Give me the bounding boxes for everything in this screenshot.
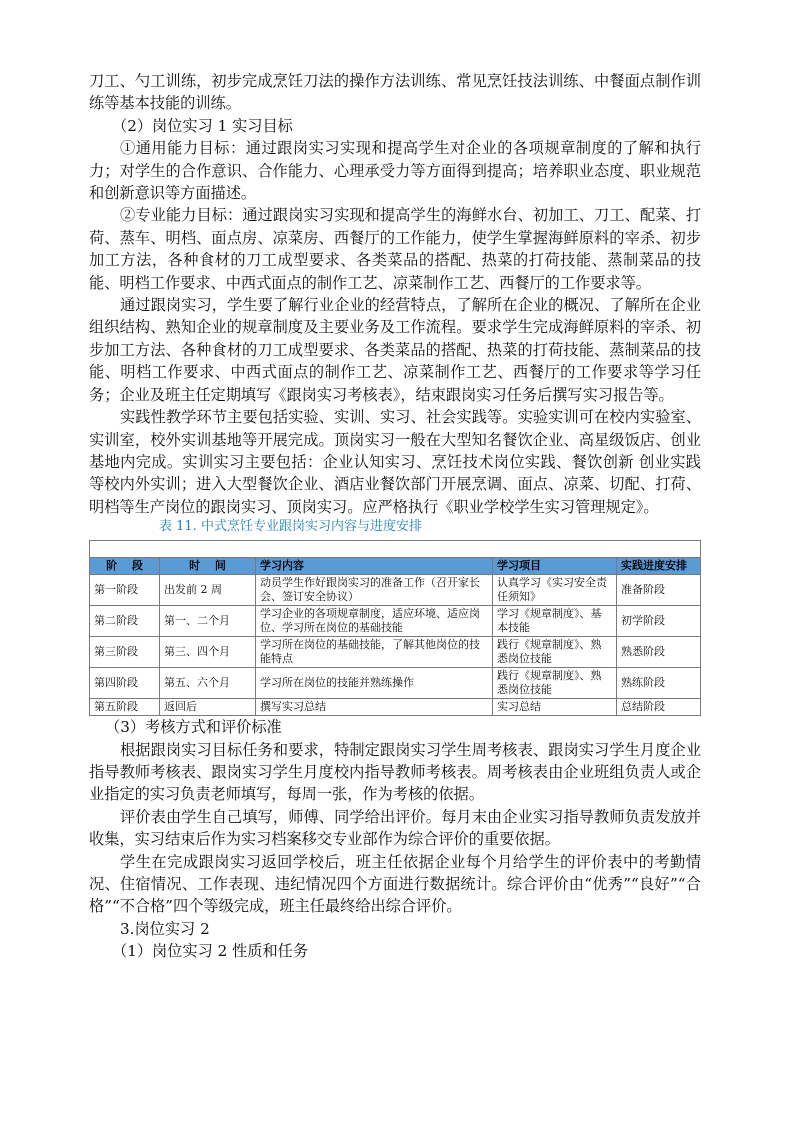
cell-stage: 第四阶段 [90, 668, 160, 699]
cell-time: 第三、四个月 [160, 637, 256, 668]
cell-project: 践行《规章制度》、熟悉岗位技能 [493, 668, 617, 699]
paragraph-internship-requirements: 通过跟岗实习，学生要了解行业企业的经营特点，了解所在企业的概况、了解所在企业组织结构、熟知企业的规章制度及主要业务及工作流程。要求学生完成海鲜原料的宰杀、初步加工方法、各种食材的刀工成型要求、各类菜品的搭配、热菜的打荷技能、蒸制菜品的技能、明档工作要求、中西式面点的制作工艺、凉菜制作工艺、西餐厅的工作要求等学习任务；企业及班主任定期填写《跟岗实习考核表》，结束跟岗实习任务后撰写实习报告等。 [89, 296, 701, 404]
paragraph-practice-teaching: 实践性教学环节主要包括实验、实训、实习、社会实践等。实验实训可在校内实验室、实训室，校外实训基地等开展完成。顶岗实习一般在大型知名餐饮企业、高星级饭店、创业基地内完成。实训实习主要包括：企业认知实习、烹饪技术岗位实践、餐饮创新 创业实践等校内外实训；进入大型餐饮企业、酒店业餐饮部门开展烹调、面点、凉菜、切配、打荷、明档等生产岗位的跟岗实习、顶岗实习。应严格执行《职业学校学生实习管理规定》。 [89, 408, 701, 516]
table-row [90, 699, 701, 716]
header-content: 学习内容 [256, 558, 493, 575]
header-progress: 实践进度安排 [617, 558, 701, 575]
paragraph-general-ability: ①通用能力目标：通过跟岗实习实现和提高学生对企业的各项规章制度的了解和执行力；对学生的合作意识、合作能力、心理承受力等方面得到提高；培养职业态度、职业规范和创新意识等方面描述。 [89, 139, 701, 203]
schedule-table [89, 540, 701, 716]
cell-project: 学习《规章制度》、基本技能 [493, 606, 617, 637]
header-stage: 阶 段 [90, 558, 160, 575]
paragraph-professional-ability: ②专业能力目标：通过跟岗实习实现和提高学生的海鲜水台、初加工、刀工、配菜、打荷、蒸车、明档、面点房、凉菜房、西餐厅的工作能力，使学生掌握海鲜原料的宰杀、初步加工方法，各种食材的刀工成型要求、各类菜品的搭配、热菜的打荷技能、蒸制菜品的技能、明档工作要求、中西式面点的制作工艺、凉菜制作工艺、西餐厅的工作要求等。 [89, 206, 701, 292]
cell-content: 学习企业的各项规章制度，适应环境、适应岗位、学习所在岗位的基础技能 [256, 606, 493, 637]
cell-stage: 第一阶段 [90, 575, 160, 606]
cell-project: 实习总结 [493, 699, 617, 716]
table-blank-row [90, 541, 701, 558]
cell-project: 践行《规章制度》、熟悉岗位技能 [493, 637, 617, 668]
paragraph-evaluation-form: 评价表由学生自己填写，师傅、同学给出评价。每月末由企业实习指导教师负责发放并收集，实习结束后作为实习档案移交专业部作为综合评价的重要依据。 [89, 807, 701, 849]
cell-progress: 熟悉阶段 [617, 637, 701, 668]
document-page [89, 70, 701, 963]
cell-progress: 熟练阶段 [617, 668, 701, 699]
table-row [90, 637, 701, 668]
cell-time: 第五、六个月 [160, 668, 256, 699]
paragraph-assessment-forms: 根据跟岗实习目标任务和要求，特制定跟岗实习学生周考核表、跟岗实习学生月度企业指导教师考核表、跟岗实习学生月度校内指导教师考核表。周考核表由企业班组负责人或企业指定的实习负责老师填写，每周一张，作为考核的依据。 [89, 740, 701, 804]
cell-project: 认真学习《实习安全责任须知》 [493, 575, 617, 606]
cell-time: 出发前 2 周 [160, 575, 256, 606]
header-project: 学习项目 [493, 558, 617, 575]
cell-stage: 第三阶段 [90, 637, 160, 668]
table-row [90, 575, 701, 606]
table-row [90, 606, 701, 637]
table-row [90, 668, 701, 699]
cell-stage: 第五阶段 [90, 699, 160, 716]
paragraph-training: 刀工、勺工训练，初步完成烹饪刀法的操作方法训练、常见烹饪技法训练、中餐面点制作训练等基本技能的训练。 [89, 72, 701, 113]
paragraph-comprehensive-evaluation: 学生在完成跟岗实习返回学校后，班主任依据企业每个月给学生的评价表中的考勤情况、住宿情况、工作表现、违纪情况四个方面进行数据统计。综合评价由“优秀”“良好”“合格”“不合格”四个等级完成，班主任最终给出综合评价。 [89, 852, 701, 916]
heading-assessment: （3）考核方式和评价标准 [105, 718, 282, 737]
cell-time: 第一、二个月 [160, 606, 256, 637]
cell-content: 学习所在岗位的技能并熟练操作 [256, 668, 493, 699]
cell-progress: 准备阶段 [617, 575, 701, 606]
cell-progress: 总结阶段 [617, 699, 701, 716]
header-time: 时 间 [160, 558, 256, 575]
table-caption: 表 11. 中式烹饪专业跟岗实习内容与进度安排 [159, 519, 422, 535]
table-header-row [90, 558, 701, 575]
cell-content: 学习所在岗位的基础技能，了解其他岗位的技能特点 [256, 637, 493, 668]
heading-internship-2-nature: （1）岗位实习 2 性质和任务 [112, 942, 309, 961]
cell-progress: 初学阶段 [617, 606, 701, 637]
cell-time: 返回后 [160, 699, 256, 716]
cell-content: 动员学生作好跟岗实习的准备工作（召开家长会、签订安全协议） [256, 575, 493, 606]
cell-content: 撰写实习总结 [256, 699, 493, 716]
cell-stage: 第二阶段 [90, 606, 160, 637]
heading-internship-2: 3.岗位实习 2 [120, 919, 210, 938]
heading-internship-1-goals: （2）岗位实习 1 实习目标 [112, 116, 293, 135]
